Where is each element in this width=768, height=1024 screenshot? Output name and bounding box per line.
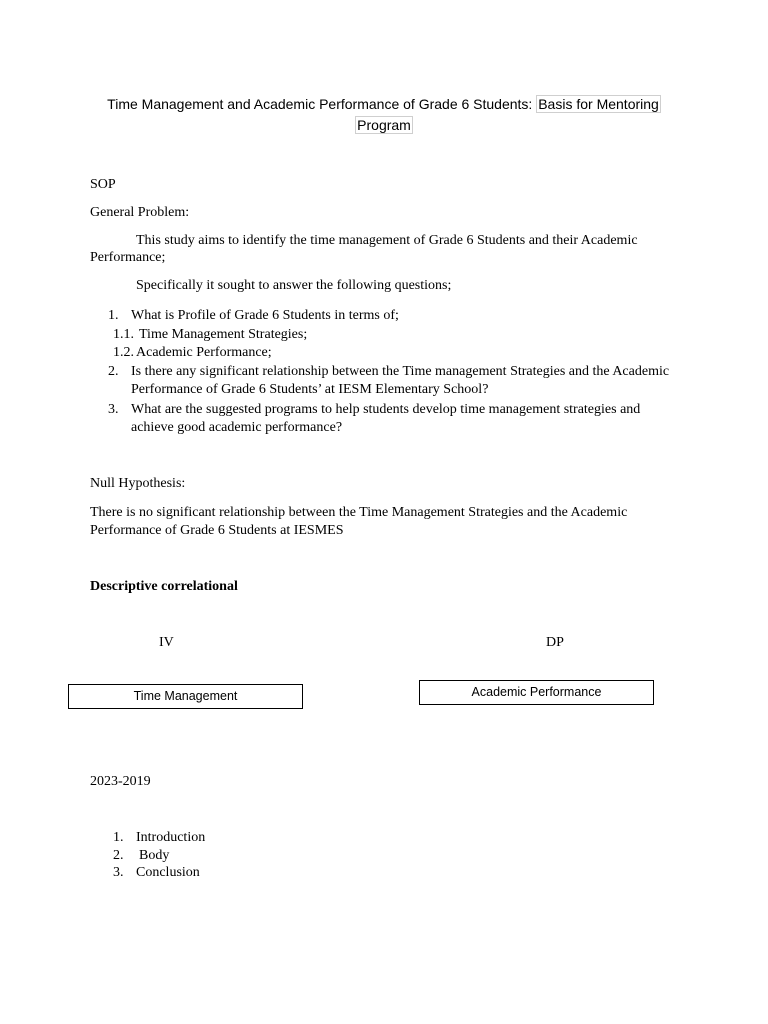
q1-2-text: Academic Performance; [136, 345, 272, 360]
sop-heading: SOP [90, 177, 116, 192]
iv-label: IV [159, 635, 174, 650]
q2-text-line2: Performance of Grade 6 Students’ at IESM Elementary School? [131, 382, 489, 397]
null-hypothesis-line2: Performance of Grade 6 Students at IESMES [90, 523, 344, 538]
iv-box-text: Time Management [133, 689, 238, 703]
title-highlight-line1: Basis for Mentoring [538, 96, 659, 112]
iv-box [68, 684, 303, 709]
general-problem-para-line2: Performance; [90, 250, 166, 265]
outline-1-number: 1. [113, 830, 124, 845]
outline-1-text: Introduction [136, 830, 206, 845]
document-title [100, 94, 668, 136]
dp-label: DP [546, 635, 564, 650]
null-hypothesis-heading: Null Hypothesis: [90, 476, 186, 491]
outline-3-text: Conclusion [136, 865, 200, 880]
q1-number: 1. [108, 308, 119, 323]
q2-text-line1: Is there any significant relationship between the Time management Strategies and the Academic [131, 364, 670, 379]
q3-number: 3. [108, 402, 119, 417]
title-highlight-line2: Program [357, 117, 411, 133]
outline-2-number: 2. [113, 848, 124, 863]
q3-text-line1: What are the suggested programs to help students develop time management strategies and [131, 402, 641, 417]
specifically-line: Specifically it sought to answer the following questions; [136, 278, 452, 293]
q1-text: What is Profile of Grade 6 Students in terms of; [131, 308, 399, 323]
research-design: Descriptive correlational [90, 579, 238, 594]
q3-text-line2: achieve good academic performance? [131, 420, 343, 435]
q1-1-text: Time Management Strategies; [139, 327, 308, 342]
general-problem-para-line1: This study aims to identify the time management of Grade 6 Students and their Academic [136, 233, 638, 248]
outline-2-text: Body [139, 848, 170, 863]
q1-1-number: 1.1. [113, 327, 134, 342]
q1-2-number: 1.2. [113, 345, 134, 360]
general-problem-heading: General Problem: [90, 205, 190, 220]
dp-box-text: Academic Performance [471, 685, 602, 699]
title-main: Time Management and Academic Performance of Grade 6 Students: [107, 96, 537, 112]
year-range: 2023-2019 [90, 774, 151, 789]
outline-3-number: 3. [113, 865, 124, 880]
null-hypothesis-line1: There is no significant relationship between the Time Management Strategies and the Academic [90, 505, 628, 520]
dp-box [419, 680, 654, 705]
q2-number: 2. [108, 364, 119, 379]
